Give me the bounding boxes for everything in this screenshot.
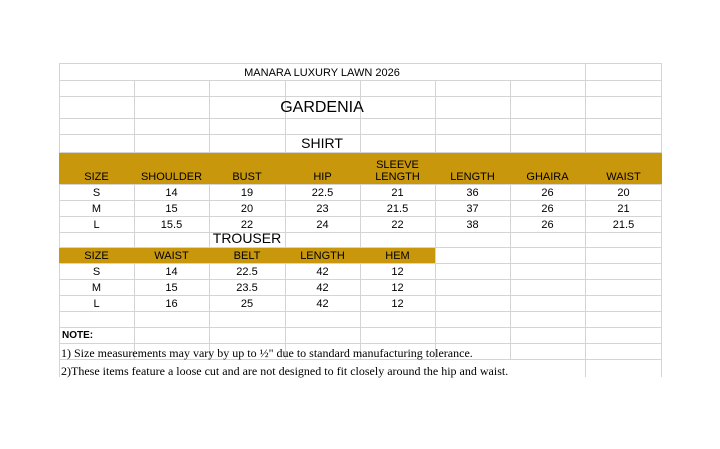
- trouser-cell: 22.5: [236, 266, 258, 278]
- trouser-cell: 15: [165, 282, 178, 294]
- trouser-col-header: SIZE: [59, 248, 134, 263]
- trouser-col-header: LENGTH: [285, 248, 360, 263]
- shirt-col-header: SIZE: [59, 153, 134, 184]
- trouser-cell: 12: [391, 266, 404, 278]
- product-name: GARDENIA: [280, 99, 364, 116]
- shirt-col-header: SLEEVE LENGTH: [360, 153, 435, 184]
- note-label: NOTE:: [62, 330, 94, 341]
- trouser-cell: 12: [391, 282, 404, 294]
- shirt-cell: 26: [541, 187, 554, 199]
- shirt-cell: 15.5: [160, 219, 183, 231]
- trouser-cell: 14: [165, 266, 178, 278]
- shirt-cell: 22: [391, 219, 404, 231]
- trouser-col-header: HEM: [360, 248, 435, 263]
- shirt-cell: 22.5: [311, 187, 334, 199]
- shirt-cell: M: [91, 203, 102, 215]
- trouser-cell: 42: [316, 266, 329, 278]
- shirt-cell: 21.5: [386, 203, 409, 215]
- trouser-cell: S: [92, 266, 101, 278]
- shirt-cell: 23: [316, 203, 329, 215]
- shirt-cell: 38: [466, 219, 479, 231]
- shirt-col-header: BUST: [209, 153, 285, 184]
- trouser-cell: 42: [316, 298, 329, 310]
- shirt-cell: 19: [240, 187, 254, 199]
- shirt-cell: 24: [316, 219, 329, 231]
- shirt-cell: 36: [466, 187, 479, 199]
- shirt-cell: 15: [165, 203, 178, 215]
- shirt-col-header: GHAIRA: [510, 153, 585, 184]
- note-line: 2)These items feature a loose cut and are not designed to fit closely around the hip and waist.: [61, 364, 509, 378]
- shirt-cell: 26: [541, 203, 554, 215]
- trouser-cell: 16: [165, 298, 178, 310]
- shirt-cell: 37: [466, 203, 479, 215]
- size-chart-sheet: [59, 63, 662, 377]
- shirt-cell: S: [92, 187, 101, 199]
- trouser-cell: 42: [316, 282, 329, 294]
- shirt-cell: 20: [240, 203, 254, 215]
- note-line: 1) Size measurements may vary by up to ½" due to standard manufacturing tolerance.: [61, 346, 473, 360]
- sheet-cells: [59, 63, 662, 377]
- trouser-cell: 12: [391, 298, 404, 310]
- trouser-cell: 25: [240, 298, 254, 310]
- trouser-col-header: WAIST: [134, 248, 209, 263]
- shirt-col-header: HIP: [285, 153, 360, 184]
- shirt-cell: 21: [617, 203, 630, 215]
- trouser-section-title: TROUSER: [212, 230, 282, 246]
- shirt-col-header: LENGTH: [435, 153, 510, 184]
- trouser-col-header: BELT: [209, 248, 285, 263]
- trouser-cell: 23.5: [236, 282, 258, 294]
- shirt-cell: 22: [240, 219, 254, 231]
- trouser-cell: M: [91, 282, 102, 294]
- shirt-col-header: WAIST: [585, 153, 662, 184]
- shirt-cell: 26: [541, 219, 554, 231]
- sheet-header-title: MANARA LUXURY LAWN 2026: [244, 67, 400, 79]
- shirt-cell: 21: [391, 187, 404, 199]
- shirt-section-title: SHIRT: [301, 135, 343, 151]
- shirt-cell: 14: [165, 187, 178, 199]
- shirt-col-header: SHOULDER: [134, 153, 209, 184]
- shirt-cell: 20: [617, 187, 630, 199]
- shirt-cell: 21.5: [612, 219, 635, 231]
- trouser-cell: L: [93, 298, 100, 310]
- shirt-cell: L: [93, 219, 100, 231]
